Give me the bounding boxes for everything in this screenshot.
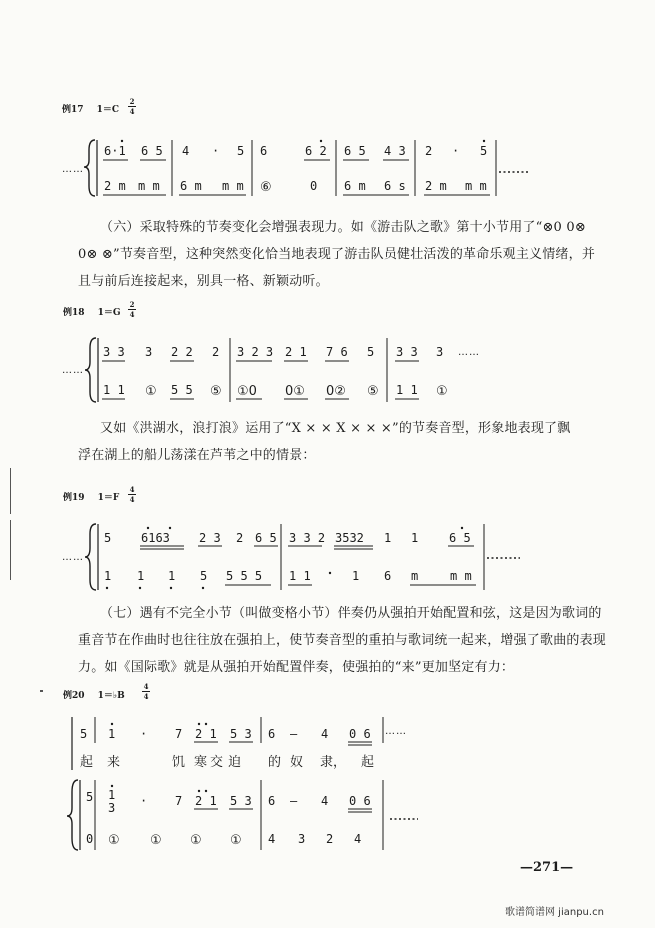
note: m m <box>465 179 487 193</box>
note: 0 <box>310 179 318 193</box>
low-octave-dot <box>139 587 141 589</box>
note: 1 <box>108 788 116 802</box>
note: 3 <box>436 345 444 359</box>
note: 6 <box>384 569 392 583</box>
note: 4 <box>182 144 190 158</box>
note: 0 <box>86 832 94 846</box>
key-signature: 1＝G <box>97 308 121 318</box>
note: 6 <box>268 794 276 808</box>
note: m m <box>222 179 244 193</box>
lyric: 饥 <box>172 755 186 770</box>
note: 6·1 <box>104 144 126 158</box>
note: 1 1 <box>289 569 311 583</box>
note: 3532 <box>335 531 364 545</box>
note: 1 <box>352 569 360 583</box>
note: — <box>290 794 298 808</box>
note: 1 <box>411 531 419 545</box>
note: 1 <box>104 569 112 583</box>
note: 5 <box>480 144 488 158</box>
note: 7 <box>175 794 183 808</box>
lyric: 隶， <box>320 755 347 770</box>
time-signature-top: 2 <box>129 300 135 309</box>
note: ① <box>230 833 242 848</box>
example-20-label <box>63 688 125 701</box>
note: 5 <box>80 727 88 741</box>
note: · <box>212 144 220 158</box>
lyric: 起 <box>361 755 375 770</box>
key-signature: 1＝C <box>96 105 120 115</box>
lyric: 起 <box>80 755 94 770</box>
octave-dot <box>121 140 123 142</box>
note: 1 <box>108 727 116 741</box>
octave-dot <box>169 527 171 529</box>
paragraph-line: （六）采取特殊的节奏变化会增强表现力。如《游击队之歌》第十小节用了“⊗0 0⊗ <box>100 220 586 235</box>
trailing-dots: …… <box>385 726 407 737</box>
time-signature-top: 4 <box>143 682 149 691</box>
example-number: 例18 <box>63 308 85 318</box>
note: 6 5 <box>344 144 366 158</box>
note: 6 5 <box>255 531 277 545</box>
note: 3 2 3 <box>237 345 274 359</box>
time-signature-top: 2 <box>129 97 135 106</box>
note: 2 1 <box>195 794 217 808</box>
note: ① <box>150 833 162 848</box>
note: 5 <box>104 531 112 545</box>
note: 7 <box>175 727 183 741</box>
note: 2 1 <box>285 345 307 359</box>
time-signature-bottom: 4 <box>129 495 135 504</box>
time-signature-bottom: 4 <box>129 107 135 116</box>
note: 1 <box>137 569 145 583</box>
example-19-label <box>63 490 119 503</box>
time-signature <box>142 682 150 701</box>
octave-dot <box>320 140 322 142</box>
lyric: 寒 <box>194 755 208 770</box>
lead-dots: …… <box>62 552 84 563</box>
note: 4 <box>321 794 329 808</box>
note: 2 <box>326 832 334 846</box>
note: 0① <box>285 384 305 399</box>
note: 5 <box>237 144 245 158</box>
example-number: 例19 <box>63 493 85 503</box>
note: 5 3 <box>230 794 252 808</box>
note: 5 5 <box>171 383 193 397</box>
paragraph-7-cont <box>78 627 618 681</box>
note: 6 <box>268 727 276 741</box>
paragraph-line: （七）遇有不完全小节（叫做变格小节）伴奏仍从强拍开始配置和弦，这是因为歌词的 <box>100 606 602 621</box>
note: 5 3 <box>230 727 252 741</box>
note: 2 m <box>104 179 126 193</box>
note: ① <box>436 384 448 399</box>
note: 2 1 <box>195 727 217 741</box>
note: 0② <box>326 384 346 399</box>
note: 3 <box>298 832 306 846</box>
note: 6 <box>260 144 268 158</box>
note: 5 <box>200 569 208 583</box>
time-signature-top: 4 <box>129 485 135 494</box>
note: 2 m <box>425 179 447 193</box>
grand-staff-brace <box>85 338 96 402</box>
note: 1 <box>384 531 392 545</box>
grand-staff-brace <box>84 140 95 196</box>
dot <box>329 572 331 574</box>
note: ① <box>190 833 202 848</box>
note: 6 2 <box>305 144 327 158</box>
low-octave-dot <box>106 587 108 589</box>
octave-dot <box>198 723 200 725</box>
octave-dot <box>483 140 485 142</box>
paragraph-7 <box>100 600 640 627</box>
note: 2 3 <box>199 531 221 545</box>
lead-dots: …… <box>62 365 84 376</box>
note: ① <box>108 833 120 848</box>
note: 3 3 <box>396 345 418 359</box>
note: 4 <box>321 727 329 741</box>
paragraph-line: 且与前后连接起来，别具一格、新颖动听。 <box>78 274 329 289</box>
note: ⑤ <box>367 384 379 399</box>
time-signature <box>128 300 136 319</box>
note: m m <box>138 179 160 193</box>
note: 7 6 <box>326 345 348 359</box>
note: 5 <box>367 345 375 359</box>
paragraph-6-cont <box>78 241 618 295</box>
note: 4 <box>354 832 362 846</box>
paragraph-hong-hu-cont <box>78 442 618 469</box>
lyric: 来 <box>107 755 121 770</box>
note: 1 1 <box>396 383 418 397</box>
note: m <box>411 569 419 583</box>
note: 6 5 <box>141 144 163 158</box>
note: 6 5 <box>449 531 471 545</box>
octave-dot <box>198 790 200 792</box>
note: 3 3 2 <box>289 531 326 545</box>
note: · <box>140 794 148 808</box>
note: · <box>452 144 460 158</box>
watermark: 歌谱简谱网 jianpu.cn <box>505 907 604 918</box>
note: m m <box>450 569 472 583</box>
example-18-label <box>63 305 121 318</box>
example-number: 例20 <box>63 691 85 701</box>
note: 5 5 5 <box>226 569 263 583</box>
time-signature <box>128 485 136 504</box>
octave-dot <box>111 785 113 787</box>
low-octave-dot <box>170 587 172 589</box>
note: 1 1 <box>103 383 125 397</box>
note: 6 m <box>344 179 366 193</box>
octave-dot <box>147 527 149 529</box>
trailing-dots: …… <box>458 347 480 358</box>
note: 6 m <box>180 179 202 193</box>
octave-dot <box>461 527 463 529</box>
note: 2 <box>425 144 433 158</box>
paragraph-line: 0⊗ ⊗”节奏音型，这种突然变化恰当地表现了游击队员健壮活泼的革命乐观主义情绪，并 <box>78 247 596 262</box>
lyric: 迫 <box>228 755 242 770</box>
note: 5 <box>86 790 94 804</box>
note: 6163 <box>141 531 170 545</box>
key-signature: 1＝F <box>97 493 120 503</box>
low-octave-dot <box>202 587 204 589</box>
note: ① <box>145 384 157 399</box>
lyric: 交 <box>210 755 224 770</box>
note: 4 3 <box>384 144 406 158</box>
grand-staff-brace <box>85 524 96 590</box>
lead-dots: …… <box>62 164 84 175</box>
lyric: 奴 <box>290 755 304 770</box>
paragraph-6 <box>100 214 640 241</box>
lyric: 的 <box>268 755 282 770</box>
note: 2 <box>212 345 220 359</box>
note: ⑥ <box>260 180 272 195</box>
time-signature-bottom: 4 <box>143 692 149 701</box>
octave-dot <box>205 790 207 792</box>
paragraph-hong-hu <box>100 415 640 442</box>
note: 2 2 <box>171 345 193 359</box>
octave-dot <box>205 723 207 725</box>
note: 0 6 <box>349 727 371 741</box>
note: ⑤ <box>210 384 222 399</box>
paragraph-line: 浮在湖上的船儿荡漾在芦苇之中的情景： <box>78 448 316 463</box>
note: · <box>140 727 148 741</box>
octave-dot <box>111 723 113 725</box>
note: 3 <box>145 345 153 359</box>
note: 6 s <box>384 179 406 193</box>
note: 4 <box>268 832 276 846</box>
note: 0 6 <box>349 794 371 808</box>
note: 3 <box>108 801 116 815</box>
note: ①0 <box>237 384 257 399</box>
note: 2 <box>236 531 244 545</box>
key-signature: 1＝♭B <box>97 691 125 701</box>
note: — <box>290 727 298 741</box>
example-number: 例17 <box>62 105 84 115</box>
paragraph-line: 力。如《国际歌》就是从强拍开始配置伴奏，使强拍的“来”更加坚定有力： <box>78 660 515 675</box>
paragraph-line: 重音节在作曲时也往往放在强拍上，使节奏音型的重拍与歌词统一起来，增强了歌曲的表现 <box>78 633 607 648</box>
time-signature-bottom: 4 <box>129 310 135 319</box>
page-number: —271— <box>520 860 574 875</box>
note: 3 3 <box>103 345 125 359</box>
paragraph-line: 又如《洪湖水，浪打浪》运用了“X × × X × × ×”的节奏音型，形象地表现了飘 <box>100 421 571 436</box>
note: 1 <box>168 569 176 583</box>
grand-staff-brace <box>67 780 78 850</box>
